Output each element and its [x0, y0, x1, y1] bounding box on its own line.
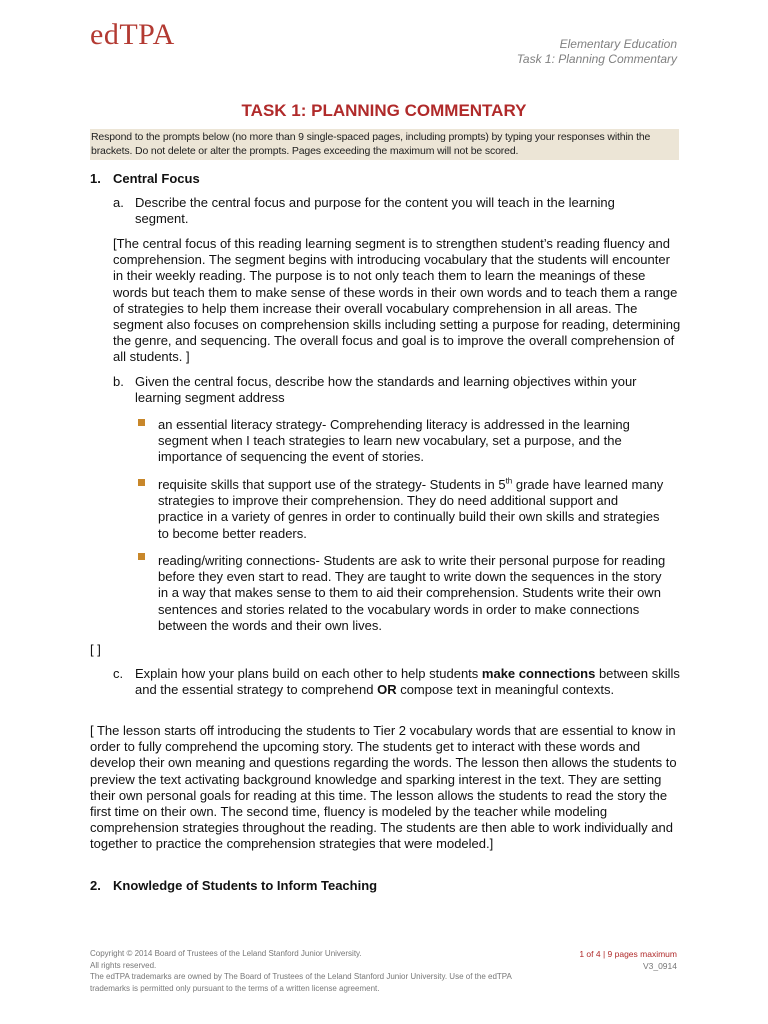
- prompt-c-text: [135, 666, 683, 698]
- prompt-c-part-3: compose text in meaningful contexts.: [396, 682, 615, 698]
- prompt-a-marker: a.: [113, 195, 124, 210]
- bullet-marker: [138, 419, 145, 426]
- footer-trademark: The edTPA trademarks are owned by The Board of Trustees of the Leland Stanford Junior University. Use of the edTPA trademarks is permitted only pursuant to the terms of a written license agreement.: [90, 972, 512, 993]
- page-number: 1 of 4 | 9 pages maximum: [579, 949, 677, 959]
- bullet-requisite-skills-end: grade have learned many strategies to improve their comprehension. They do need additional support and practice in a variety of genres in order to continually build their own skills and strategies to become better readers.: [158, 477, 664, 541]
- section-2-number: 2.: [90, 878, 101, 893]
- bullet-requisite-skills: [158, 477, 666, 542]
- version-code: V3_0914: [642, 961, 677, 971]
- prompt-c-emphasis-1: make connections: [481, 666, 596, 681]
- bullet-requisite-skills-start: requisite skills that support use of the strategy- Students in 5: [158, 477, 506, 492]
- running-header: [517, 37, 677, 67]
- prompt-a-text: Describe the central focus and purpose for the content you will teach in the learning segment.: [135, 195, 615, 227]
- bullet-marker: [138, 553, 145, 560]
- prompt-c-part-2: between skills and the essential strategy to comprehend: [135, 666, 680, 698]
- prompt-b-marker: b.: [113, 374, 124, 389]
- footer-rights: All rights reserved.: [90, 960, 157, 970]
- header-document: Task 1: Planning Commentary: [516, 52, 677, 66]
- response-c: [ The lesson starts off introducing the students to Tier 2 vocabulary words that are essential to know in order to fully comprehend the upcoming story. The students get to interact with these words and develop their own meaning and questions regarding the words. The lesson then allows the students to preview the text activating background knowledge and sparking interest in the text. They are setting their own personal goals for reading at this time. The lesson allows the students to read the story the first time on their own. The second time, fluency is modeled by the teacher while modeling comprehension strategies throughout the reading. The students are then able to work individually and together to practice the comprehension strategies that were modeled.]: [90, 723, 677, 852]
- footer-legal: [90, 948, 520, 994]
- footer-copyright: Copyright © 2014 Board of Trustees of the Leland Stanford Junior University.: [90, 949, 362, 958]
- edtpa-logo: edTPA: [90, 18, 175, 51]
- response-a: [The central focus of this reading learning segment is to strengthen student’s reading fluency and comprehension. The segment begins with introducing vocabulary that the students will encounter in their weekly reading. The purpose is to not only teach them to learn the meanings of these words but teach them to make sense of these words in their own words and to teach them a range of strategies to help them increase their overall vocabulary comprehension in all areas. The segment also focuses on comprehension skills including setting a purpose for reading, determining the genre, and sequencing. The overall focus and goal is to improve the overall comprehension of all students. ]: [113, 236, 681, 365]
- section-2-title: Knowledge of Students to Inform Teaching: [113, 878, 378, 893]
- footer-page-info: [579, 948, 677, 972]
- bullet-reading-writing: reading/writing connections- Students are ask to write their personal purpose for reading before they even start to read. They are taught to write down the sequences in the story in a way that makes sense to them to aid their comprehension. Students write their own sentences and stories related to the vocabulary words in order to make connections between the words and their own lives.: [158, 553, 666, 633]
- instructions-box: Respond to the prompts below (no more than 9 single-spaced pages, including prompts) by typing your responses within the brackets. Do not delete or alter the prompts. Pages exceeding the maximum will not be scored.: [90, 129, 679, 160]
- prompt-c-part-1: Explain how your plans build on each other to help students: [135, 666, 482, 681]
- bullet-literacy-strategy: an essential literacy strategy- Comprehending literacy is addressed in the learning segment when I teach strategies to learn new vocabulary, set a purpose, and the importance of sequencing the event of stories.: [158, 417, 630, 465]
- prompt-b-text: Given the central focus, describe how the standards and learning objectives within your learning segment address: [135, 374, 637, 406]
- bullet-marker: [138, 479, 145, 486]
- header-subject: Elementary Education: [559, 37, 677, 51]
- prompt-c-emphasis-2: OR: [377, 682, 397, 698]
- ordinal-suffix: th: [505, 476, 513, 486]
- empty-response-bracket: [ ]: [90, 642, 101, 657]
- prompt-c-marker: c.: [113, 666, 124, 681]
- section-1-number: 1.: [90, 171, 101, 186]
- section-1-title: Central Focus: [113, 171, 200, 186]
- page-title: TASK 1: PLANNING COMMENTARY: [241, 101, 527, 120]
